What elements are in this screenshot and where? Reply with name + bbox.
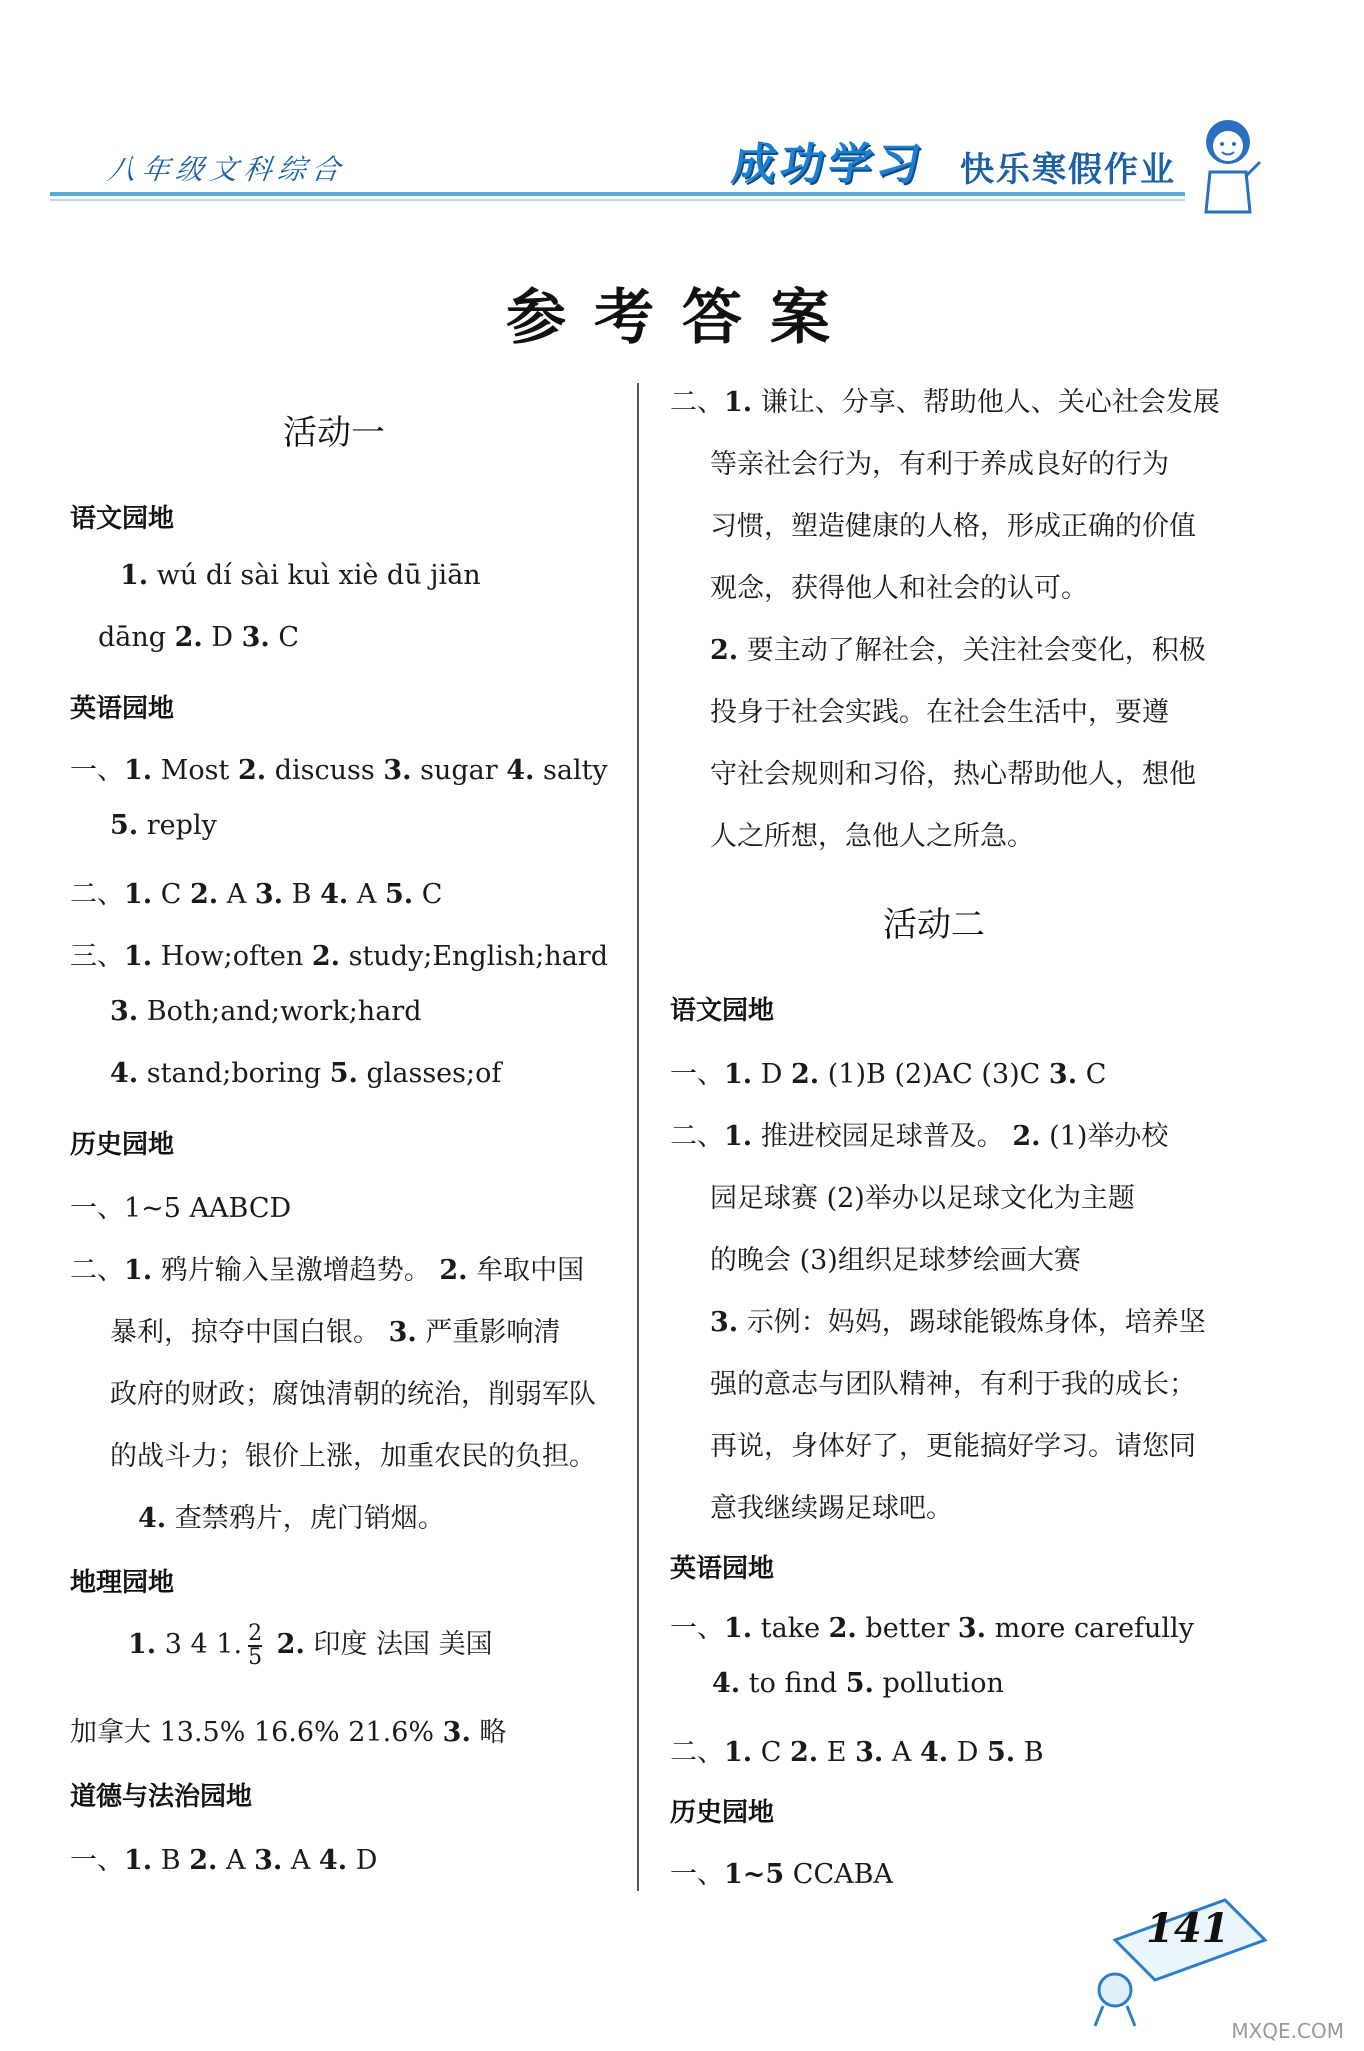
page-number: 141 [1146, 1905, 1230, 1952]
r-english-line-3: 二、1. C 2. E 3. A 4. D 5. B [670, 1737, 1044, 1768]
chinese-heading: 语文园地 [70, 504, 175, 534]
morality-heading: 道德与法治园地 [70, 1782, 253, 1812]
r-chinese-line-7: 再说，身体好了，更能搞好学习。请您同 [710, 1431, 1196, 1462]
english-line-6: 4. stand;boring 5. glasses;of [110, 1058, 502, 1089]
r-chinese-line-1: 一、1. D 2. (1)B (2)AC (3)C 3. C [670, 1059, 1107, 1090]
history-line-2: 二、1. 鸦片输入呈激增趋势。 2. 牟取中国 [70, 1255, 585, 1286]
history-line-4: 政府的财政；腐蚀清朝的统治，削弱军队 [110, 1379, 596, 1410]
r-english-heading: 英语园地 [670, 1554, 775, 1584]
geography-heading: 地理园地 [70, 1568, 175, 1598]
header-rule-thin [50, 199, 1185, 201]
r-chinese-heading: 语文园地 [670, 996, 775, 1026]
english-line-1: 一、1. Most 2. discuss 3. sugar 4. salty [70, 755, 608, 786]
header-brand: 成功学习 [728, 139, 928, 190]
fraction: $\frac{2}{5}$ [248, 1620, 263, 1670]
r-english-line-2: 4. to find 5. pollution [712, 1668, 1004, 1699]
history-line-6: 4. 查禁鸦片，虎门销烟。 [138, 1503, 445, 1534]
header-rule [50, 192, 1185, 196]
geography-line-2: 加拿大 13.5% 16.6% 21.6% 3. 略 [70, 1717, 507, 1748]
morality-cont-line-5: 2. 要主动了解社会，关注社会变化，积极 [710, 635, 1206, 666]
geography-line-1: 1. 3 4 1. $\frac{2}{5}$ 2. 印度 法国 美国 [128, 1620, 493, 1670]
history-line-3: 暴利，掠夺中国白银。 3. 严重影响清 [110, 1317, 561, 1348]
column-divider [637, 383, 639, 1891]
morality-cont-line-8: 人之所想，急他人之所急。 [710, 821, 1034, 852]
watermark: MXQE.COM [1231, 2019, 1344, 2043]
morality-cont-line-1: 二、1. 谦让、分享、帮助他人、关心社会发展 [670, 387, 1220, 418]
page-title: 参考答案 [506, 283, 858, 353]
morality-cont-line-6: 投身于社会实践。在社会生活中，要遵 [710, 697, 1169, 728]
morality-cont-line-4: 观念，获得他人和社会的认可。 [710, 573, 1088, 604]
header-tagline: 快乐寒假作业 [960, 150, 1176, 190]
english-line-2: 5. reply [110, 810, 217, 841]
r-chinese-line-5: 3. 示例：妈妈，踢球能锻炼身体，培养坚 [710, 1307, 1206, 1338]
chinese-line-1: 1. wú dí sài kuì xiè dū jiān [120, 560, 481, 591]
r-chinese-line-6: 强的意志与团队精神，有利于我的成长； [710, 1369, 1196, 1400]
r-chinese-line-4: 的晚会 (3)组织足球梦绘画大赛 [710, 1245, 1081, 1276]
history-heading: 历史园地 [70, 1130, 175, 1160]
r-history-line-1: 一、1~5 CCABA [670, 1859, 893, 1890]
r-history-heading: 历史园地 [670, 1798, 775, 1828]
r-chinese-line-3: 园足球赛 (2)举办以足球文化为主题 [710, 1183, 1135, 1214]
history-line-1: 一、1~5 AABCD [70, 1193, 292, 1224]
chinese-line-2: dāng 2. D 3. C [98, 622, 300, 653]
activity-one-heading: 活动一 [283, 413, 385, 453]
pencil-mascot-icon [1075, 1880, 1275, 2030]
english-heading: 英语园地 [70, 694, 175, 724]
english-line-3: 二、1. C 2. A 3. B 4. A 5. C [70, 879, 443, 910]
english-line-5: 3. Both;and;work;hard [110, 996, 422, 1027]
r-chinese-line-8: 意我继续踢足球吧。 [710, 1493, 953, 1524]
activity-two-heading: 活动二 [883, 905, 985, 945]
history-line-5: 的战斗力；银价上涨，加重农民的负担。 [110, 1441, 596, 1472]
girl-mascot-icon [1188, 112, 1268, 217]
morality-line-1: 一、1. B 2. A 3. A 4. D [70, 1845, 378, 1876]
morality-cont-line-7: 守社会规则和习俗，热心帮助他人，想他 [710, 759, 1196, 790]
r-english-line-1: 一、1. take 2. better 3. more carefully [670, 1613, 1194, 1644]
morality-cont-line-3: 习惯，塑造健康的人格，形成正确的价值 [710, 511, 1196, 542]
morality-cont-line-2: 等亲社会行为，有利于养成良好的行为 [710, 449, 1169, 480]
header-subject: 八年级文科综合 [105, 153, 349, 186]
english-line-4: 三、1. How;often 2. study;English;hard [70, 941, 608, 972]
r-chinese-line-2: 二、1. 推进校园足球普及。 2. (1)举办校 [670, 1121, 1169, 1152]
